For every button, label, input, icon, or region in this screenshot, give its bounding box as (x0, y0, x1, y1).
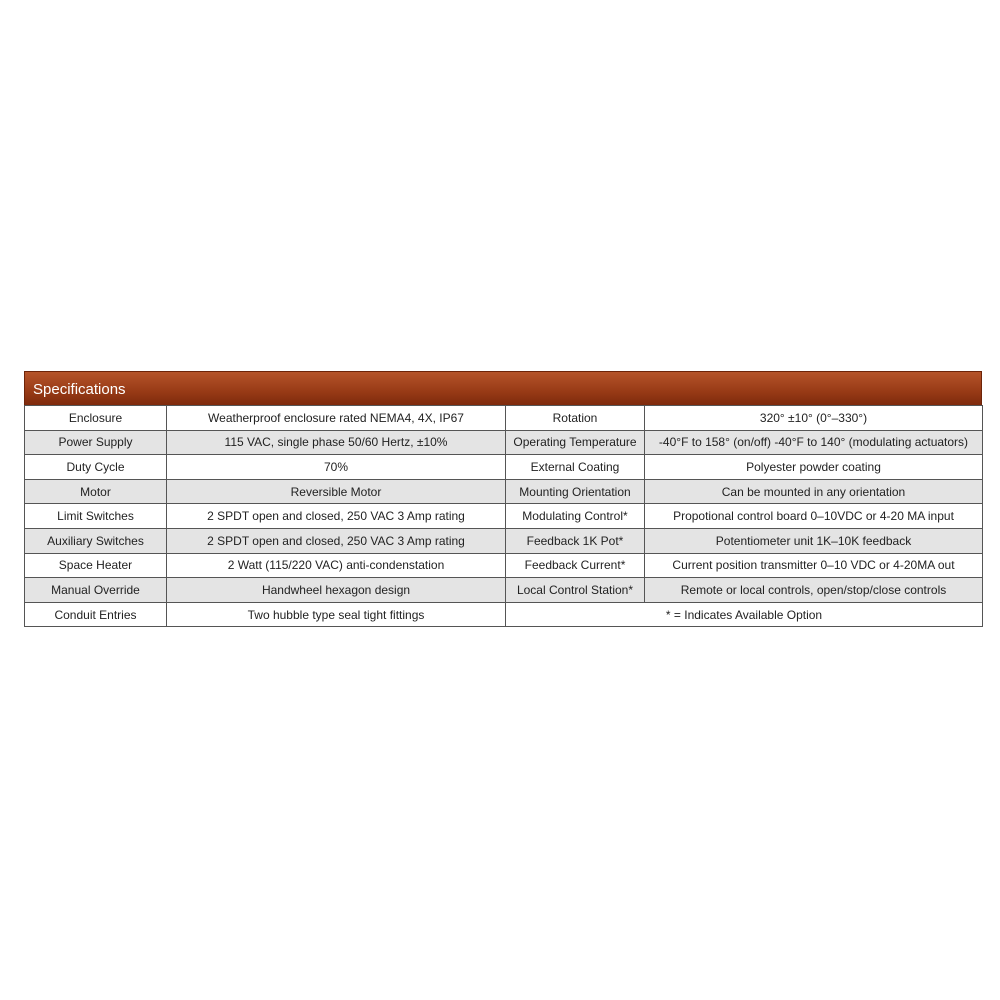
spec-label: Enclosure (25, 406, 167, 431)
spec-value: Remote or local controls, open/stop/close controls (645, 578, 983, 603)
spec-label: Limit Switches (25, 504, 167, 529)
spec-label: Rotation (506, 406, 645, 431)
spec-value: 2 SPDT open and closed, 250 VAC 3 Amp rating (167, 528, 506, 553)
spec-label: External Coating (506, 455, 645, 480)
spec-value: 70% (167, 455, 506, 480)
table-row (25, 553, 983, 578)
spec-value: 2 Watt (115/220 VAC) anti-condenstation (167, 553, 506, 578)
spec-value: 2 SPDT open and closed, 250 VAC 3 Amp rating (167, 504, 506, 529)
spec-value: Reversible Motor (167, 479, 506, 504)
spec-label: Power Supply (25, 430, 167, 455)
spec-value: Weatherproof enclosure rated NEMA4, 4X, IP67 (167, 406, 506, 431)
spec-value: Can be mounted in any orientation (645, 479, 983, 504)
spec-label: Auxiliary Switches (25, 528, 167, 553)
option-footnote: * = Indicates Available Option (506, 602, 983, 627)
spec-label: Duty Cycle (25, 455, 167, 480)
spec-label: Conduit Entries (25, 602, 167, 627)
specifications-panel (24, 371, 982, 627)
spec-label: Mounting Orientation (506, 479, 645, 504)
table-row (25, 430, 983, 455)
table-row (25, 406, 983, 431)
spec-value: Propotional control board 0–10VDC or 4-20 MA input (645, 504, 983, 529)
specifications-title: Specifications (24, 371, 982, 405)
spec-label: Feedback 1K Pot* (506, 528, 645, 553)
spec-value: -40°F to 158° (on/off) -40°F to 140° (modulating actuators) (645, 430, 983, 455)
table-row (25, 455, 983, 480)
spec-value: Polyester powder coating (645, 455, 983, 480)
spec-label: Feedback Current* (506, 553, 645, 578)
table-row (25, 602, 983, 627)
spec-label: Local Control Station* (506, 578, 645, 603)
spec-label: Operating Temperature (506, 430, 645, 455)
table-row (25, 578, 983, 603)
table-row (25, 479, 983, 504)
spec-label: Space Heater (25, 553, 167, 578)
spec-value: Current position transmitter 0–10 VDC or 4-20MA out (645, 553, 983, 578)
table-row (25, 504, 983, 529)
spec-value: Potentiometer unit 1K–10K feedback (645, 528, 983, 553)
spec-label: Modulating Control* (506, 504, 645, 529)
spec-value: Two hubble type seal tight fittings (167, 602, 506, 627)
spec-value: Handwheel hexagon design (167, 578, 506, 603)
spec-label: Motor (25, 479, 167, 504)
spec-value: 320° ±10° (0°–330°) (645, 406, 983, 431)
specifications-table (24, 405, 983, 627)
spec-label: Manual Override (25, 578, 167, 603)
table-row (25, 528, 983, 553)
spec-value: 115 VAC, single phase 50/60 Hertz, ±10% (167, 430, 506, 455)
